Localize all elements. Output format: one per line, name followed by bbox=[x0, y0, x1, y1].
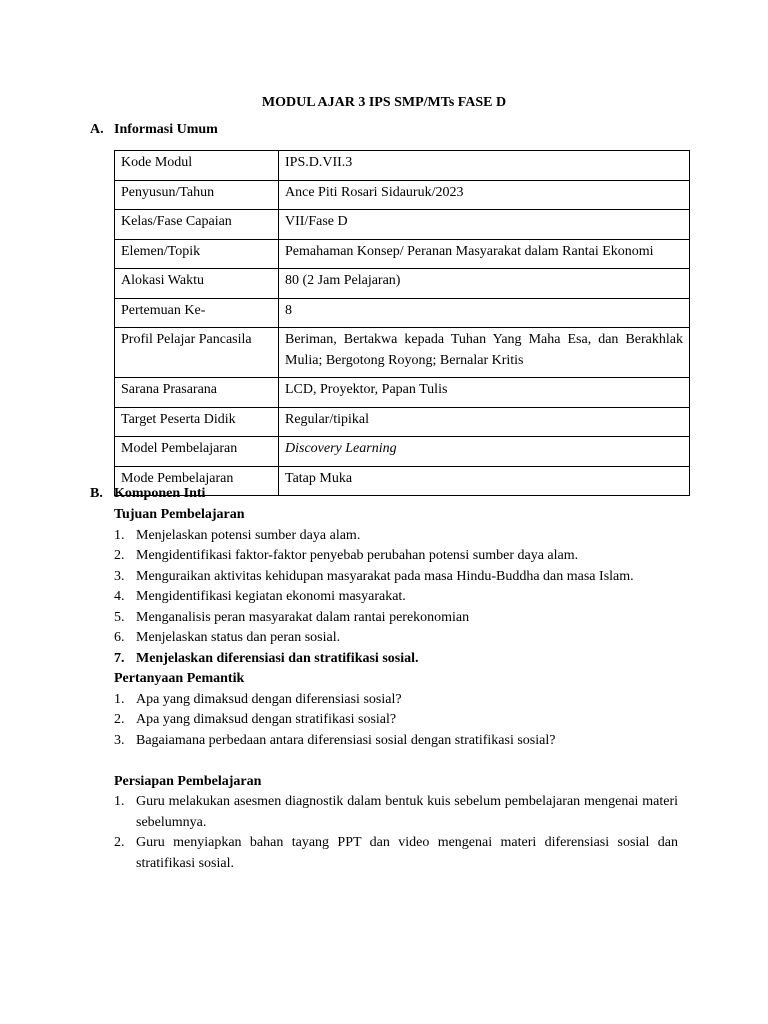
list-text: Menganalisis peran masyarakat dalam rantai perekonomian bbox=[136, 609, 470, 625]
list-item bbox=[114, 587, 678, 608]
list-item bbox=[114, 546, 678, 567]
table-row bbox=[115, 298, 690, 328]
list-item bbox=[114, 833, 678, 874]
blank-line bbox=[114, 751, 678, 772]
list-text: Menjelaskan potensi sumber daya alam. bbox=[136, 527, 361, 543]
table-value: VII/Fase D bbox=[279, 210, 690, 240]
list-number: 1. bbox=[114, 794, 125, 809]
list-number: 3. bbox=[114, 568, 125, 584]
list-text: Menjelaskan status dan peran sosial. bbox=[136, 630, 341, 645]
table-key: Pertemuan Ke- bbox=[115, 298, 279, 328]
table-key: Kelas/Fase Capaian bbox=[115, 210, 279, 240]
table-value: IPS.D.VII.3 bbox=[279, 151, 690, 181]
table-row bbox=[115, 378, 690, 408]
list-number: 5. bbox=[114, 609, 125, 625]
list-text: Guru melakukan asesmen diagnostik dalam bentuk kuis sebelum pembelajaran mengenai materi sebelumnya. bbox=[136, 794, 678, 830]
table-value: LCD, Proyektor, Papan Tulis bbox=[279, 378, 690, 408]
list-number: 4. bbox=[114, 589, 125, 604]
section-b-label: Komponen Inti bbox=[114, 486, 206, 501]
list-item bbox=[114, 649, 678, 670]
list-number: 3. bbox=[114, 732, 125, 748]
list-item bbox=[114, 567, 678, 588]
list-item bbox=[114, 792, 678, 833]
section-b-heading bbox=[90, 484, 205, 505]
table-key: Profil Pelajar Pancasila bbox=[115, 328, 279, 378]
table-key: Kode Modul bbox=[115, 151, 279, 181]
list-number: 2. bbox=[114, 712, 125, 727]
section-b-letter: B. bbox=[90, 486, 103, 501]
list-text: Guru menyiapkan bahan tayang PPT dan video mengenai materi diferensiasi sosial dan stratifikasi sosial. bbox=[136, 835, 678, 871]
table-value: 8 bbox=[279, 298, 690, 328]
section-a-label: Informasi Umum bbox=[114, 122, 218, 137]
table-value: Tatap Muka bbox=[279, 466, 690, 496]
list-text: Mengidentifikasi faktor-faktor penyebab perubahan potensi sumber daya alam. bbox=[136, 548, 579, 563]
section-a-letter: A. bbox=[90, 122, 104, 137]
table-key: Elemen/Topik bbox=[115, 239, 279, 269]
tujuan-list bbox=[114, 526, 678, 670]
table-row bbox=[115, 151, 690, 181]
table-key: Target Peserta Didik bbox=[115, 407, 279, 437]
table-row bbox=[115, 180, 690, 210]
persiapan-heading: Persiapan Pembelajaran bbox=[114, 773, 262, 789]
table-row bbox=[115, 210, 690, 240]
list-number: 2. bbox=[114, 548, 125, 563]
pertanyaan-list bbox=[114, 690, 678, 752]
pertanyaan-heading: Pertanyaan Pemantik bbox=[114, 671, 245, 686]
info-table bbox=[114, 150, 690, 496]
persiapan-list bbox=[114, 792, 678, 874]
table-row bbox=[115, 437, 690, 467]
list-text: Menguraikan aktivitas kehidupan masyarakat pada masa Hindu-Buddha dan masa Islam. bbox=[136, 568, 634, 584]
document-title: MODUL AJAR 3 IPS SMP/MTs FASE D bbox=[261, 95, 507, 110]
list-text: Bagaiamana perbedaan antara diferensiasi sosial dengan stratifikasi sosial? bbox=[136, 732, 556, 748]
list-text: Mengidentifikasi kegiatan ekonomi masyarakat. bbox=[136, 589, 406, 604]
table-key: Sarana Prasarana bbox=[115, 378, 279, 408]
list-number: 7. bbox=[114, 650, 125, 666]
section-a-heading bbox=[90, 120, 218, 141]
list-item bbox=[114, 628, 678, 649]
table-row bbox=[115, 407, 690, 437]
list-item bbox=[114, 526, 678, 547]
table-row bbox=[115, 328, 690, 378]
list-number: 6. bbox=[114, 630, 125, 645]
list-number: 1. bbox=[114, 691, 125, 707]
tujuan-heading: Tujuan Pembelajaran bbox=[114, 507, 245, 522]
list-number: 2. bbox=[114, 835, 125, 850]
list-item bbox=[114, 731, 678, 752]
list-item bbox=[114, 710, 678, 731]
table-value: Regular/tipikal bbox=[279, 407, 690, 437]
list-item bbox=[114, 690, 678, 711]
table-row bbox=[115, 239, 690, 269]
list-text: Apa yang dimaksud dengan diferensiasi sosial? bbox=[136, 691, 402, 707]
list-text: Apa yang dimaksud dengan stratifikasi sosial? bbox=[136, 712, 397, 727]
komponen-inti-body bbox=[114, 505, 678, 874]
table-key: Alokasi Waktu bbox=[115, 269, 279, 299]
table-value: Discovery Learning bbox=[279, 437, 690, 467]
table-row bbox=[115, 269, 690, 299]
table-value: Ance Piti Rosari Sidauruk/2023 bbox=[279, 180, 690, 210]
list-number: 1. bbox=[114, 527, 125, 543]
table-value: 80 (2 Jam Pelajaran) bbox=[279, 269, 690, 299]
table-key: Penyusun/Tahun bbox=[115, 180, 279, 210]
table-value: Pemahaman Konsep/ Peranan Masyarakat dalam Rantai Ekonomi bbox=[279, 239, 690, 269]
list-item bbox=[114, 608, 678, 629]
table-key: Mode Pembelajaran bbox=[115, 466, 279, 496]
table-value: Beriman, Bertakwa kepada Tuhan Yang Maha Esa, dan Berakhlak Mulia; Bergotong Royong; Bernalar Kritis bbox=[279, 328, 690, 378]
list-text: Menjelaskan diferensiasi dan stratifikasi sosial. bbox=[136, 650, 419, 666]
table-key: Model Pembelajaran bbox=[115, 437, 279, 467]
